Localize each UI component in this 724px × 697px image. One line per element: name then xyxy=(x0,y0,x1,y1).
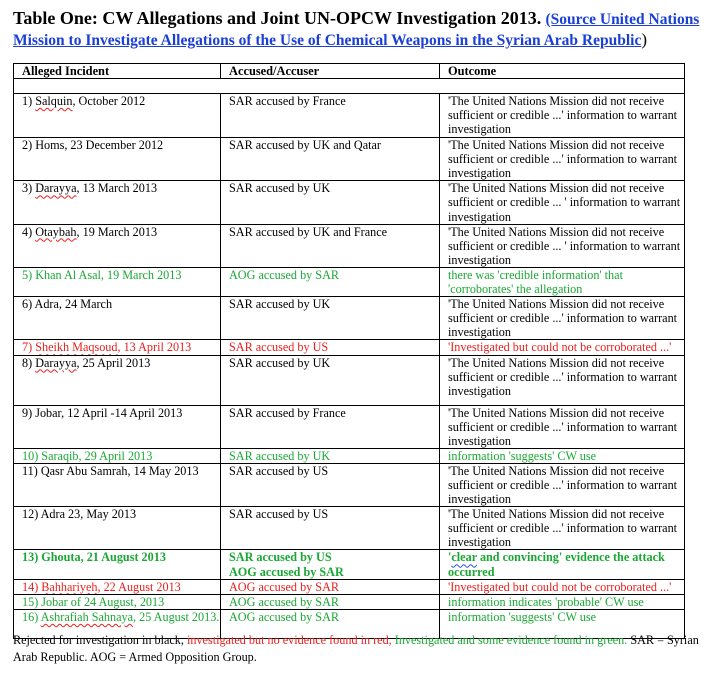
incident-cell: 8) Darayya, 25 April 2013 xyxy=(14,355,221,405)
incident-cell: 15) Jobar of 24 August, 2013 xyxy=(14,594,221,609)
table-footnote xyxy=(13,632,713,665)
footnote-black: Rejected for investigation in black, xyxy=(13,633,187,647)
outcome-cell: 'Investigated but could not be corroborated ...' xyxy=(440,579,685,594)
incident-cell: 2) Homs, 23 December 2012 xyxy=(14,138,221,181)
table-row xyxy=(14,267,685,296)
table-row xyxy=(14,224,685,267)
incident-cell: 9) Jobar, 12 April -14 April 2013 xyxy=(14,405,221,448)
incident-cell: 14) Bahhariyeh, 22 August 2013 xyxy=(14,579,221,594)
accused-cell: SAR accused by UK xyxy=(221,297,440,340)
outcome-cell: 'The United Nations Mission did not receive sufficient or credible ...' information to warrant investigation xyxy=(440,138,685,181)
header-alleged-incident: Alleged Incident xyxy=(14,64,221,79)
table-row xyxy=(14,181,685,224)
header-outcome: Outcome xyxy=(440,64,685,79)
table-row xyxy=(14,340,685,355)
accused-cell: SAR accused by UK xyxy=(221,181,440,224)
footnote-green: Investigated and some evidence found in green. xyxy=(394,633,628,647)
header-accused-accuser: Accused/Accuser xyxy=(221,64,440,79)
outcome-cell: information 'suggests' CW use xyxy=(440,448,685,463)
outcome-cell: 'The United Nations Mission did not receive sufficient or credible ...' information to warrant investigation xyxy=(440,507,685,550)
outcome-cell: 'The United Nations Mission did not receive sufficient or credible ... ' information to warrant investigation xyxy=(440,181,685,224)
accused-cell: SAR accused by UK xyxy=(221,448,440,463)
incident-cell: 16) Ashrafiah Sahnaya, 25 August 2013. xyxy=(14,609,221,638)
outcome-cell: information indicates 'probable' CW use xyxy=(440,594,685,609)
outcome-cell: 'The United Nations Mission did not receive sufficient or credible ... ' information to warrant investigation xyxy=(440,224,685,267)
incident-cell: 11) Qasr Abu Samrah, 14 May 2013 xyxy=(14,463,221,506)
table-row xyxy=(14,94,685,138)
outcome-cell: 'Investigated but could not be corroborated ...' xyxy=(440,340,685,355)
incident-cell: 10) Saraqib, 29 April 2013 xyxy=(14,448,221,463)
table-row xyxy=(14,463,685,506)
outcome-cell: 'The United Nations Mission did not receive sufficient or credible ...' information to warrant investigation xyxy=(440,405,685,448)
table-row xyxy=(14,594,685,609)
outcome-cell: 'The United Nations Mission did not receive sufficient or credible ...' information to warrant investigation xyxy=(440,355,685,405)
table-row xyxy=(14,355,685,405)
incident-cell: 13) Ghouta, 21 August 2013 xyxy=(14,550,221,579)
table-row xyxy=(14,405,685,448)
accused-cell: SAR accused by US xyxy=(221,507,440,550)
allegations-table xyxy=(13,63,685,639)
accused-cell: SAR accused by US AOG accused by SAR xyxy=(221,550,440,579)
accused-cell: AOG accused by SAR xyxy=(221,609,440,638)
footnote-red: investigated but no evidence found in red, xyxy=(186,633,395,647)
table-row xyxy=(14,448,685,463)
incident-cell: 6) Adra, 24 March xyxy=(14,297,221,340)
document-header xyxy=(13,8,703,51)
table-row xyxy=(14,550,685,579)
accused-cell: SAR accused by US xyxy=(221,463,440,506)
accused-cell: SAR accused by UK xyxy=(221,355,440,405)
incident-cell: 3) Darayya, 13 March 2013 xyxy=(14,181,221,224)
outcome-cell: there was 'credible information' that 'corroborates' the allegation xyxy=(440,267,685,296)
incident-cell: 5) Khan Al Asal, 19 March 2013 xyxy=(14,267,221,296)
source-bracket: ) xyxy=(641,30,648,49)
source-link[interactable]: (Source United Nations Mission to Investigate Allegations of the Use of Chemical Weapons in the Syrian Arab Republic xyxy=(13,11,700,49)
accused-cell: SAR accused by US xyxy=(221,340,440,355)
accused-cell: SAR accused by France xyxy=(221,405,440,448)
table-row xyxy=(14,297,685,340)
outcome-cell: 'The United Nations Mission did not receive sufficient or credible ...' information to warrant investigation xyxy=(440,94,685,138)
outcome-cell: 'The United Nations Mission did not receive sufficient or credible ...' information to warrant investigation xyxy=(440,463,685,506)
outcome-cell: information 'suggests' CW use xyxy=(440,609,685,638)
accused-cell: AOG accused by SAR xyxy=(221,579,440,594)
outcome-cell: 'clear and convincing' evidence the attack occurred xyxy=(440,550,685,579)
accused-cell: AOG accused by SAR xyxy=(221,267,440,296)
incident-cell: 1) Salquin, October 2012 xyxy=(14,94,221,138)
spacer-row xyxy=(14,79,685,94)
outcome-cell: 'The United Nations Mission did not receive sufficient or credible ...' information to warrant investigation xyxy=(440,297,685,340)
table-header-row xyxy=(14,64,685,79)
table-title: Table One: CW Allegations and Joint UN-OPCW Investigation 2013. xyxy=(13,8,542,28)
table-row xyxy=(14,507,685,550)
incident-cell: 7) Sheikh Maqsoud, 13 April 2013 xyxy=(14,340,221,355)
incident-cell: 12) Adra 23, May 2013 xyxy=(14,507,221,550)
accused-cell: SAR accused by France xyxy=(221,94,440,138)
accused-cell: SAR accused by UK and France xyxy=(221,224,440,267)
table-row xyxy=(14,579,685,594)
accused-cell: AOG accused by SAR xyxy=(221,594,440,609)
accused-cell: SAR accused by UK and Qatar xyxy=(221,138,440,181)
table-row xyxy=(14,138,685,181)
incident-cell: 4) Otaybah, 19 March 2013 xyxy=(14,224,221,267)
footnote-tail: SAR = Syrian Arab Republic. AOG = Armed Opposition Group. xyxy=(13,633,699,664)
